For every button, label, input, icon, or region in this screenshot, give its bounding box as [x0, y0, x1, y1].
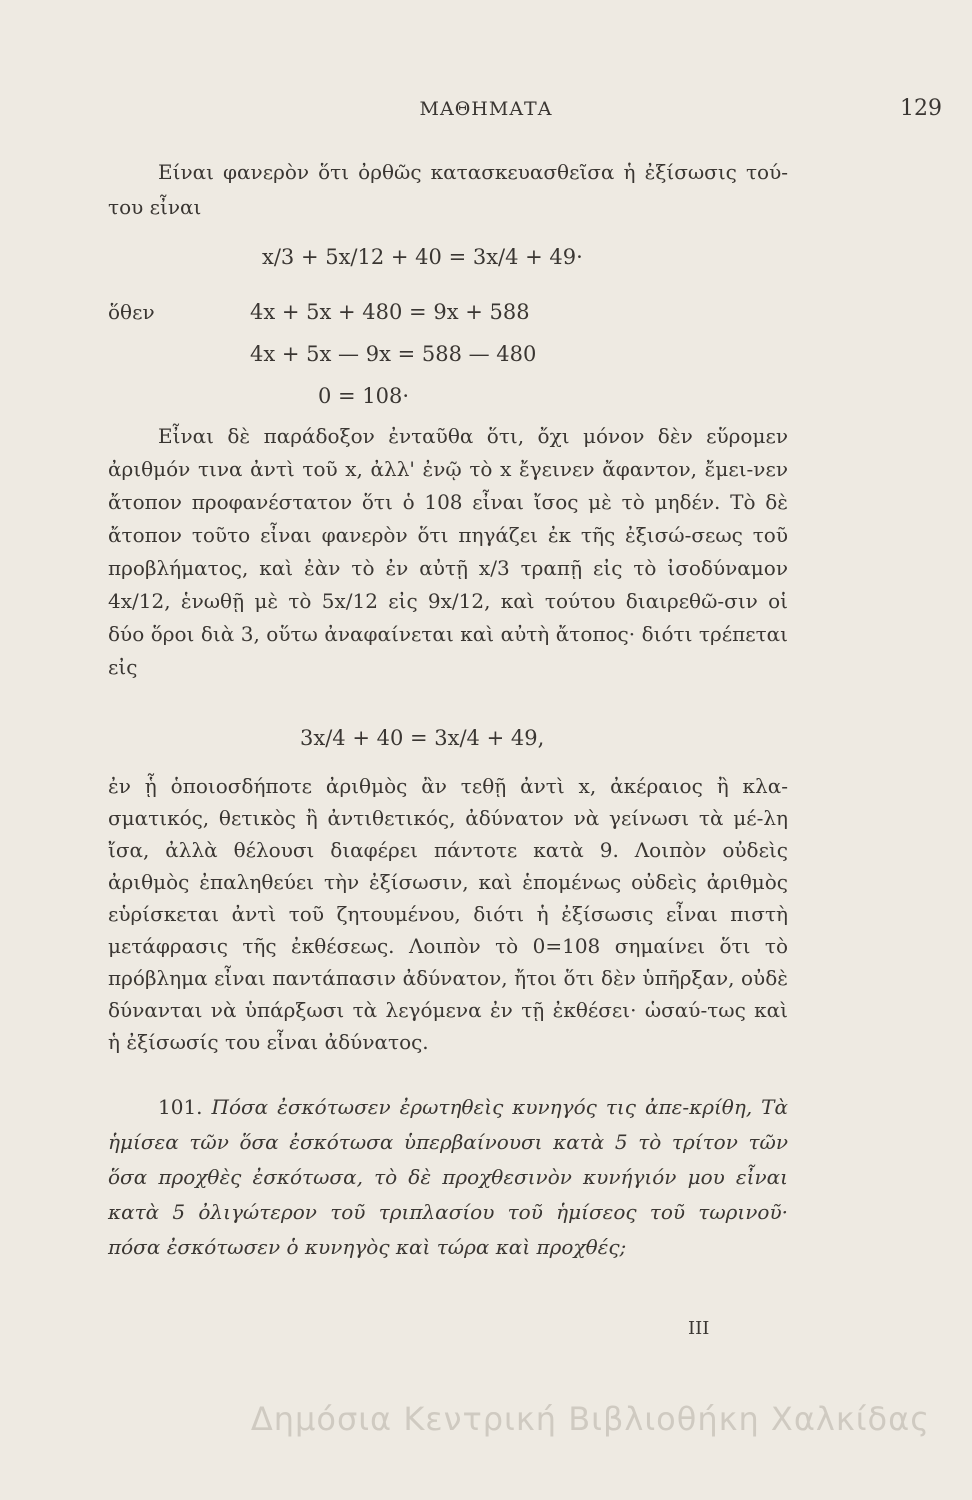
equation-4: 0 = 108· — [318, 384, 410, 408]
paragraph-intro: Είναι φανερὸν ὅτι ὀρθῶς κατασκευασθεῖσα ἡ ἐξίσωσις τού-του εἶναι — [108, 160, 788, 219]
running-header: ΜΑΘΗΜΑΤΑ — [419, 98, 553, 120]
signature-mark: III — [688, 1318, 710, 1339]
problem-number: 101. — [158, 1095, 203, 1119]
problem-text: Πόσα ἐσκότωσεν ἐρωτηθεὶς κυνηγός τις ἀπε-κρίθη, Τὰ ἡμίσεα τῶν ὅσα ἐσκότωσα ὑπερβαίνουσι κατὰ 5 τὸ τρίτον τῶν ὅσα προχθὲς ἐσκότωσα, τὸ δὲ προχθεσινὸν κυνήγιόν μου εἶναι κατὰ 5 ὀλιγώτερον τοῦ τριπλασίου τοῦ ἡμίσεος τοῦ τωρινοῦ· πόσα ἐσκότωσεν ὁ κυνηγὸς καὶ τώρα καὶ προχθές; — [108, 1095, 789, 1259]
problem-101 — [108, 1090, 788, 1265]
equation-3: 4x + 5x — 9x = 588 — 480 — [250, 342, 537, 366]
library-watermark: Δημόσια Κεντρική Βιβλιοθήκη Χαλκίδας — [250, 1400, 930, 1438]
equation-2: 4x + 5x + 480 = 9x + 588 — [250, 300, 530, 324]
equation-label-othen: ὅθεν — [108, 300, 155, 324]
paragraph-explanation: ἐν ᾗ ὁποιοσδήποτε ἀριθμὸς ἂν τεθῇ ἀντὶ x, ἀκέραιος ἢ κλα-σματικός, θετικὸς ἢ ἀντιθετικός, ἀδύνατον νὰ γείνωσι τὰ μέ-λη ἴσα, ἀλλὰ θέλουσι διαφέρει πάντοτε κατὰ 9. Λοιπὸν οὐδεὶς ἀριθμὸς ἐπαληθεύει τὴν ἐξίσωσιν, καὶ ἑπομένως οὐδεὶς ἀριθμὸς εὑρίσκεται ἀντὶ τοῦ ζητουμένου, διότι ἡ ἐξίσωσις εἶναι πιστὴ μετάφρασις τῆς ἐκθέσεως. Λοιπὸν τὸ 0=108 σημαίνει ὅτι τὸ πρόβλημα εἶναι παντάπασιν ἀδύνατον, ἤτοι ὅτι δὲν ὑπῆρξαν, οὐδὲ δύνανται νὰ ὑπάρξωσι τὰ λεγόμενα ἐν τῇ ἐκθέσει· ὡσαύ-τως καὶ ἡ ἐξίσωσίς του εἶναι ἀδύνατος. — [108, 774, 788, 1054]
equation-1: x/3 + 5x/12 + 40 = 3x/4 + 49· — [262, 245, 583, 269]
equation-5: 3x/4 + 40 = 3x/4 + 49, — [300, 726, 545, 750]
paragraph-paradox: Εἶναι δὲ παράδοξον ἐνταῦθα ὅτι, ὄχι μόνον δὲν εὕρομεν ἀριθμόν τινα ἀντὶ τοῦ x, ἀλλ' ἐνῷ τὸ x ἔγεινεν ἄφαντον, ἔμει-νεν ἄτοπον προφανέστατον ὅτι ὁ 108 εἶναι ἴσος μὲ τὸ μηδέν. Τὸ δὲ ἄτοπον τοῦτο εἶναι φανερὸν ὅτι πηγάζει ἐκ τῆς ἐξισώ-σεως τοῦ προβλήματος, καὶ ἐὰν τὸ ἐν αὐτῇ x/3 τραπῇ εἰς τὸ ἰσοδύναμον 4x/12, ἑνωθῇ μὲ τὸ 5x/12 εἰς 9x/12, καὶ τούτου διαιρεθῶ-σιν οἱ δύο ὅροι διὰ 3, οὕτω ἀναφαίνεται καὶ αὐτὴ ἄτοπος· διότι τρέπεται εἰς — [108, 424, 788, 679]
page-number: 129 — [900, 96, 942, 121]
